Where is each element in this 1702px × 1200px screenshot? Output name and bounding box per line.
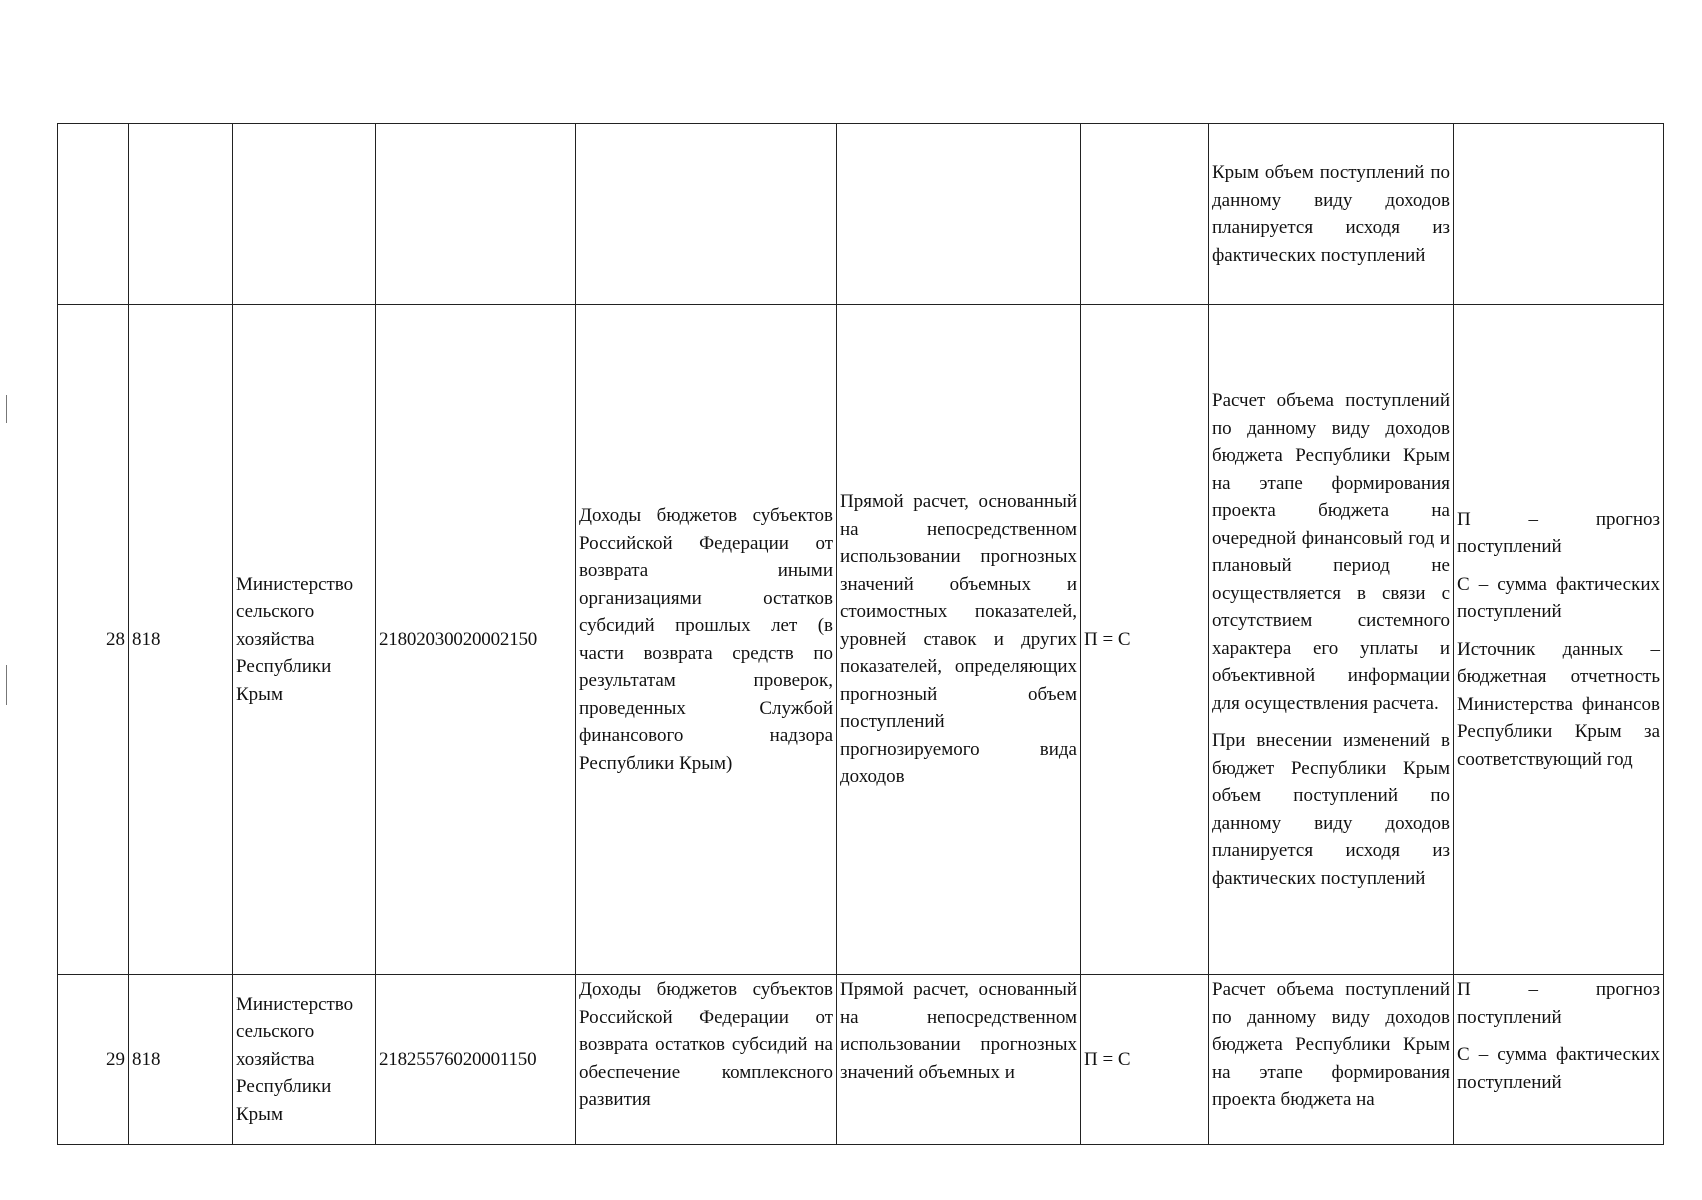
cell-method: Прямой расчет, основанный на непосредственном использовании прогнозных значений объемных и стоимостных показателей, уровней ставок и других показателей, определяющих прогнозный объем поступлений прогнозируемого вида доходов bbox=[837, 305, 1081, 975]
note-paragraph: С – сумма фактических поступлений bbox=[1457, 1044, 1660, 1093]
algorithm-paragraph: Расчет объема поступлений по данному виду доходов бюджета Республики Крым на этапе формирования проекта бюджета на bbox=[1212, 979, 1450, 1110]
note-paragraph: П – прогноз поступлений bbox=[1457, 979, 1660, 1028]
cell-admin-code bbox=[129, 124, 233, 305]
cell-number: 29 bbox=[58, 975, 129, 1145]
table-row bbox=[58, 975, 1664, 1145]
cell-ministry bbox=[233, 124, 376, 305]
cell-algorithm bbox=[1209, 975, 1454, 1145]
cell-kbk: 21802030020002150 bbox=[376, 305, 576, 975]
cell-method bbox=[837, 124, 1081, 305]
cell-ministry: Министерство сельского хозяйства Республики Крым bbox=[233, 975, 376, 1145]
algorithm-paragraph: Крым объем поступлений по данному виду доходов планируется исходя из фактических поступлений bbox=[1212, 162, 1450, 266]
cell-revenue-name bbox=[576, 124, 837, 305]
cell-revenue-name bbox=[576, 975, 837, 1145]
cell-admin-code: 818 bbox=[129, 305, 233, 975]
method-text: Прямой расчет, основанный на непосредственном использовании прогнозных значений объемных и bbox=[840, 979, 1077, 1083]
cell-algorithm bbox=[1209, 305, 1454, 975]
revenue-forecast-table bbox=[57, 123, 1664, 1145]
cell-ministry: Министерство сельского хозяйства Республики Крым bbox=[233, 305, 376, 975]
note-paragraph: П – прогноз поступлений bbox=[1457, 508, 1660, 558]
cell-formula bbox=[1081, 124, 1209, 305]
note-paragraph: С – сумма фактических поступлений bbox=[1457, 573, 1660, 623]
cell-number: 28 bbox=[58, 305, 129, 975]
cell-formula: П = С bbox=[1081, 975, 1209, 1145]
cell-admin-code: 818 bbox=[129, 975, 233, 1145]
cell-notes bbox=[1454, 124, 1664, 305]
table-row bbox=[58, 305, 1664, 975]
cell-revenue-name: Доходы бюджетов субъектов Российской Федерации от возврата иными организациями остатков субсидий прошлых лет (в части возврата средств по результатам проверок, проведенных Службой финансового надзора Республики Крым) bbox=[576, 305, 837, 975]
cell-kbk bbox=[376, 124, 576, 305]
cell-kbk: 21825576020001150 bbox=[376, 975, 576, 1145]
cell-notes bbox=[1454, 305, 1664, 975]
revenue-name-text: Доходы бюджетов субъектов Российской Федерации от возврата остатков субсидий на обеспечение комплексного развития bbox=[579, 979, 833, 1110]
cell-notes bbox=[1454, 975, 1664, 1145]
algorithm-paragraph: Расчет объема поступлений по данному виду доходов бюджета Республики Крым на этапе формирования проекта бюджета на очередной финансовый год и плановый период не осуществляется в связи с отсутствием системного характера его уплаты и объективной информации для осуществления расчета. bbox=[1212, 390, 1450, 714]
scan-artifact bbox=[6, 665, 7, 705]
table-row bbox=[58, 124, 1664, 305]
note-paragraph: Источник данных – бюджетная отчетность Министерства финансов Республики Крым за соответствующий год bbox=[1457, 638, 1660, 770]
cell-formula: П = С bbox=[1081, 305, 1209, 975]
scan-artifact bbox=[6, 395, 7, 423]
cell-number bbox=[58, 124, 129, 305]
cell-algorithm bbox=[1209, 124, 1454, 305]
cell-method bbox=[837, 975, 1081, 1145]
algorithm-paragraph: При внесении изменений в бюджет Республики Крым объем поступлений по данному виду доходов планируется исходя из фактических поступлений bbox=[1212, 730, 1450, 889]
